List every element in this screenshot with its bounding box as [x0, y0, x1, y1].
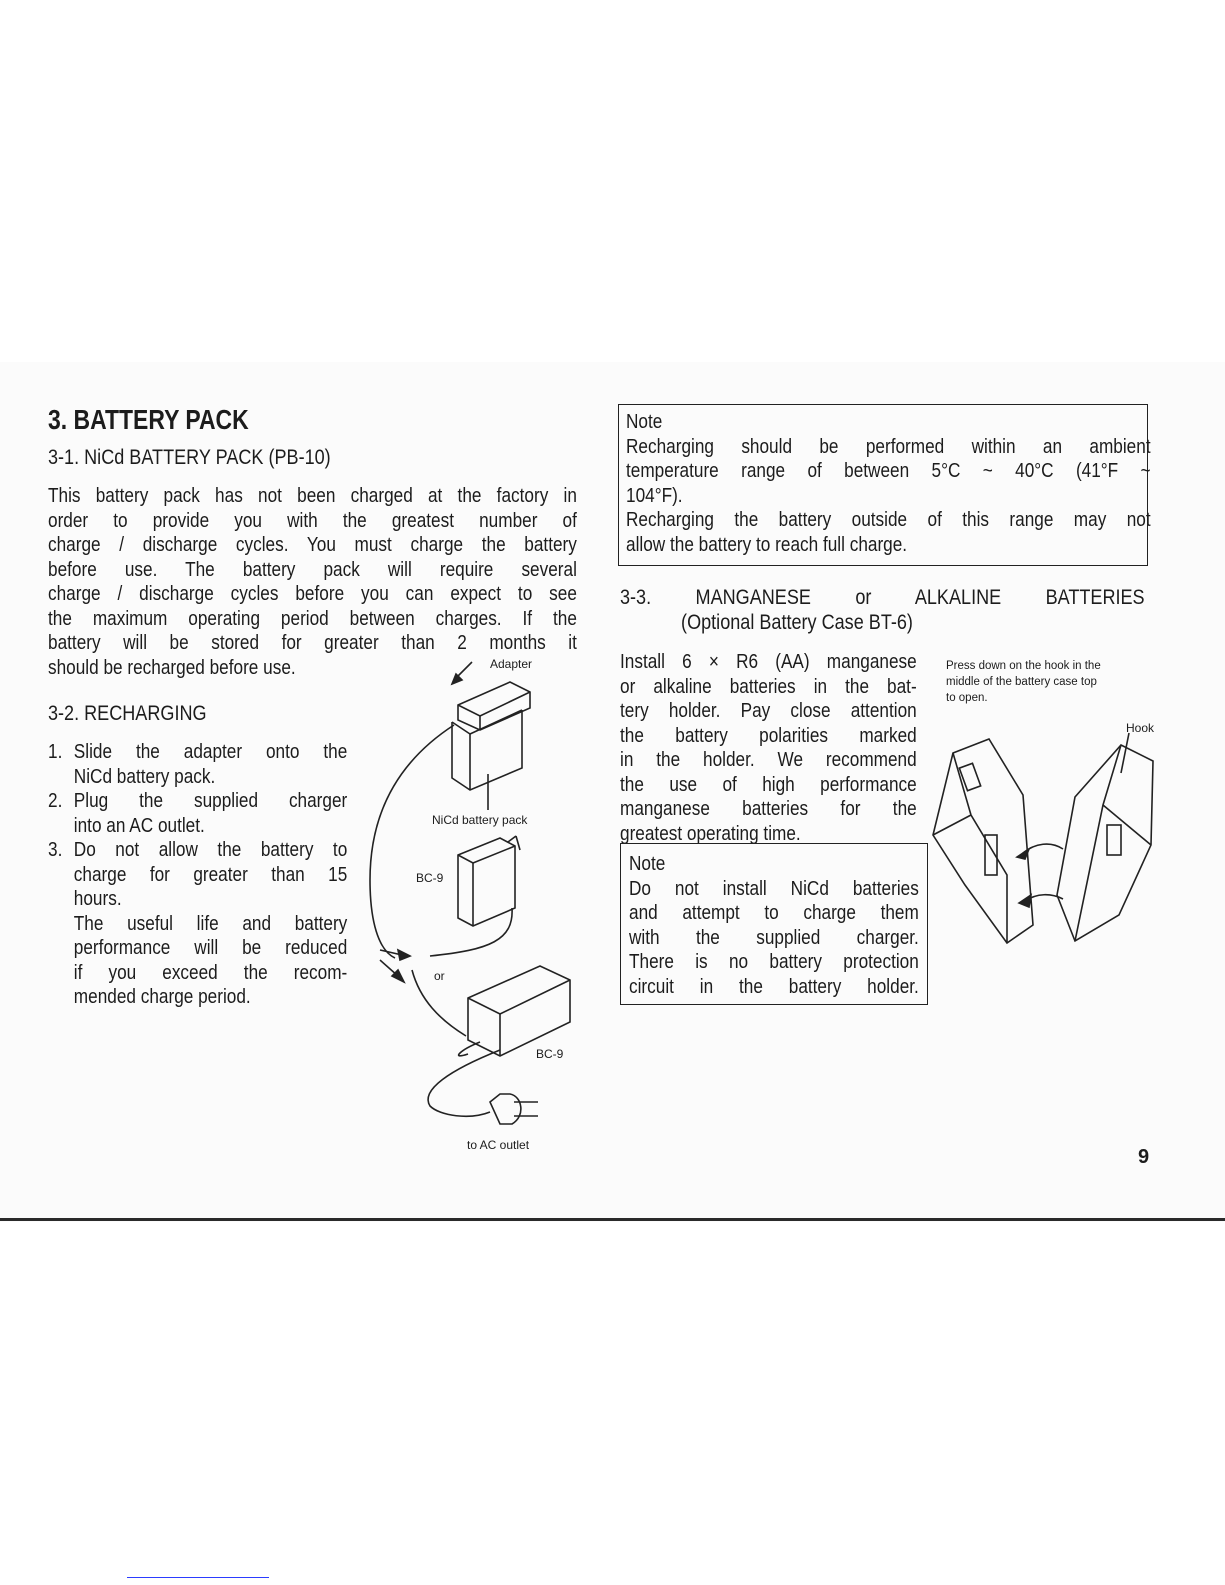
bc9-label: BC-9 [416, 871, 444, 885]
body-line: tery holder. Pay close attention [620, 700, 917, 722]
bc9-label: BC-9 [536, 1047, 564, 1061]
body-line: the battery polarities marked [620, 724, 917, 747]
battery-case-illustration [925, 725, 1165, 955]
step-line: Plug the supplied charger [73, 790, 348, 812]
note-line: temperature range of between 5°C ~ 40°C (41°F ~ [626, 460, 1151, 482]
step-line: into an AC outlet. [73, 814, 205, 837]
step-line: performance will be reduced [73, 937, 348, 959]
step-number: 3. [48, 839, 63, 861]
section-3-2-heading: 3-2. RECHARGING [48, 702, 207, 725]
caption-line: to open. [946, 692, 988, 704]
step-line: NiCd battery pack. [73, 765, 216, 788]
body-line: Install 6 × R6 (AA) manganese [620, 651, 917, 673]
step-number: 2. [48, 790, 63, 812]
body-line: the maximum operating period between charges. If the [48, 607, 577, 630]
hook-label: Hook [1126, 721, 1155, 735]
section-3-3-heading [620, 586, 1145, 635]
note-temperature-text [626, 410, 1151, 557]
note-line: Recharging should be performed within an ambient [626, 435, 1151, 458]
body-line: before use. The battery pack will require several [48, 558, 577, 581]
note-nicd-text [629, 852, 919, 999]
body-line: should be recharged before use. [48, 656, 296, 679]
body-line: greatest operating time. [620, 822, 801, 845]
step-line: hours. [73, 888, 122, 910]
step-line: Slide the adapter onto the [73, 741, 348, 763]
battery-case-caption [946, 658, 1101, 706]
caption-line: Press down on the hook in the [946, 660, 1101, 672]
heading-line: (Optional Battery Case BT-6) [681, 610, 913, 634]
section-title: 3. BATTERY PACK [48, 404, 249, 435]
step-number: 1. [48, 741, 63, 763]
note-line: allow the battery to reach full charge. [626, 533, 908, 556]
section-3-1-heading: 3-1. NiCd BATTERY PACK (PB-10) [48, 446, 331, 469]
list-item [48, 740, 347, 789]
note-line: There is no battery protection [629, 951, 919, 973]
nicd-pack-label: NiCd battery pack [432, 813, 528, 827]
note-title: Note [629, 853, 666, 875]
step-line: if you exceed the recom- [73, 961, 348, 984]
body-line: manganese batteries for the [620, 798, 917, 820]
note-title: Note [626, 411, 663, 433]
or-label: or [434, 969, 445, 983]
note-line: 104°F). [626, 484, 683, 507]
body-line: This battery pack has not been charged at the factory in [48, 485, 577, 507]
section-3-3-body [620, 650, 917, 846]
note-line: with the supplied charger. [629, 926, 919, 949]
body-line: charge / discharge cycles. You must charge the battery [48, 534, 577, 556]
heading-line: 3-3. MANGANESE or ALKALINE BATTERIES [620, 586, 1145, 609]
page-number: 9 [1138, 1146, 1150, 1168]
link-underline [127, 1577, 269, 1578]
ac-outlet-label: to AC outlet [467, 1138, 530, 1152]
adapter-label: Adapter [490, 657, 533, 671]
recharge-steps [48, 740, 347, 1010]
body-line: charge / discharge cycles before you can expect to see [48, 583, 577, 605]
list-item [48, 789, 347, 838]
step-line: The useful life and battery [73, 912, 348, 935]
note-line: Recharging the battery outside of this range may not [626, 509, 1151, 531]
step-line: mended charge period. [73, 986, 251, 1008]
body-line: or alkaline batteries in the bat- [620, 675, 917, 698]
body-line: the use of high performance [620, 773, 917, 796]
recharge-illustration [340, 650, 600, 1160]
page-edge-line [0, 1218, 1225, 1221]
step-line: charge for greater than 15 [73, 863, 348, 886]
body-line: order to provide you with the greatest number of [48, 509, 577, 532]
note-line: and attempt to charge them [629, 902, 919, 924]
body-line: battery will be stored for greater than 2 months it [48, 632, 577, 654]
caption-line: middle of the battery case top [946, 676, 1097, 688]
note-line: Do not install NiCd batteries [629, 877, 919, 900]
step-line: Do not allow the battery to [73, 839, 348, 861]
body-line: in the holder. We recommend [620, 749, 917, 771]
note-line: circuit in the battery holder. [629, 975, 919, 998]
list-item [48, 838, 347, 1010]
